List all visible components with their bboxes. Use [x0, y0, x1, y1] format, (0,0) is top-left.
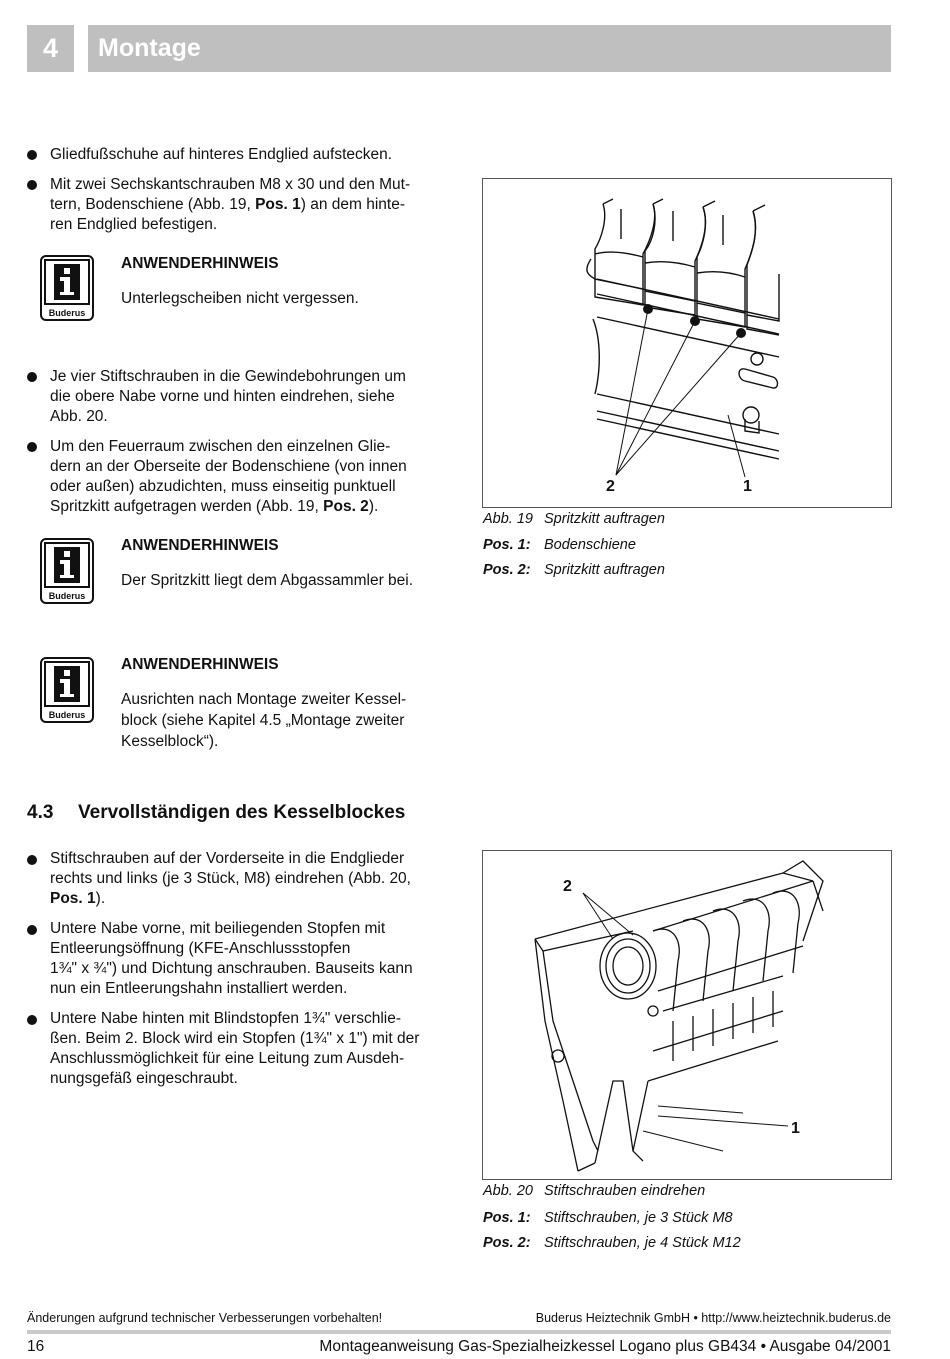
info-icon — [40, 657, 94, 723]
bullet-dot — [27, 855, 37, 865]
text-line — [50, 195, 440, 215]
text-line: Je vier Stiftschrauben in die Gewindebohrungen um — [50, 368, 406, 385]
fig20-caption — [483, 1183, 705, 1199]
text-span: tern, Bodenschiene (Abb. 19, — [50, 196, 256, 213]
figure-20-drawing — [483, 851, 891, 1179]
caption-key: Pos. 2: — [483, 1235, 531, 1251]
text-span: Spritzkitt aufgetragen werden (Abb. 19, — [50, 498, 324, 515]
text-line: 1¾" x ¾") und Dichtung anschrauben. Bauseits kann — [50, 960, 413, 977]
caption-key: Pos. 1: — [483, 537, 531, 553]
text-line: dern an der Oberseite der Bodenschiene (von innen — [50, 458, 407, 475]
text-line: Untere Nabe hinten mit Blindstopfen 1¾" verschlie- — [50, 1010, 401, 1027]
bullet-text-multiline — [50, 367, 440, 427]
section-title: Vervollständigen des Kesselblockes — [78, 802, 406, 823]
text-line: Mit zwei Sechskantschrauben M8 x 30 und den Mut- — [50, 176, 411, 193]
chapter-title: Montage — [88, 25, 891, 72]
note-title: ANWENDERHINWEIS — [121, 537, 279, 554]
icon-brand-label: Buderus — [48, 710, 86, 720]
text-line — [50, 497, 440, 517]
caption-text: Spritzkitt auftragen — [544, 511, 665, 527]
note-text: Der Spritzkitt liegt dem Abgassammler bei. — [121, 572, 414, 589]
text-line: nun ein Entleerungshahn installiert werden. — [50, 980, 348, 997]
text-line: Ausrichten nach Montage zweiter Kessel- — [121, 691, 407, 708]
bullet-text: Gliedfußschuhe auf hinteres Endglied aufstecken. — [50, 146, 393, 163]
chapter-number: 4 — [27, 25, 74, 72]
text-line — [50, 889, 440, 909]
fig19-pos1 — [483, 537, 636, 553]
fig19-label-2: 2 — [606, 478, 615, 495]
caption-key: Pos. 1: — [483, 1210, 531, 1226]
text-line: Stiftschrauben auf der Vorderseite in die Endglieder — [50, 850, 405, 867]
document-title: Montageanweisung Gas-Spezialheizkessel Logano plus GB434 • Ausgabe 04/2001 — [319, 1338, 891, 1355]
footer-rule — [27, 1330, 891, 1334]
text-line: nungsgefäß eingeschraubt. — [50, 1070, 238, 1087]
caption-text: Spritzkitt auftragen — [544, 562, 665, 578]
fig20-pos1 — [483, 1210, 733, 1226]
text-span: ). — [95, 890, 106, 907]
text-line: Anschlussmöglichkeit für eine Leitung zum Ausdeh- — [50, 1050, 405, 1067]
icon-brand-label: Buderus — [48, 591, 86, 601]
caption-key: Abb. 20 — [483, 1183, 533, 1199]
text-line: oder außen) abzudichten, muss einseitig punktuell — [50, 478, 396, 495]
text-span: ) an dem hinte- — [300, 196, 406, 213]
figure-19 — [482, 178, 892, 508]
caption-text: Stiftschrauben, je 4 Stück M12 — [544, 1235, 741, 1251]
bullet-text-multiline — [50, 919, 440, 999]
figure-19-drawing — [483, 179, 891, 507]
text-line: block (siehe Kapitel 4.5 „Montage zweiter — [121, 712, 405, 729]
bullet-text-multiline — [50, 175, 440, 235]
bullet-text-multiline — [50, 1009, 440, 1089]
fig20-pos2 — [483, 1235, 741, 1251]
bullet-dot — [27, 925, 37, 935]
info-icon — [40, 538, 94, 604]
text-span: ). — [368, 498, 379, 515]
text-line: Entleerungsöffnung (KFE-Anschlussstopfen — [50, 940, 351, 957]
info-icon — [40, 255, 94, 321]
text-line: rechts und links (je 3 Stück, M8) eindrehen (Abb. 20, — [50, 870, 411, 887]
text-line: Untere Nabe vorne, mit beiliegenden Stopfen mit — [50, 920, 386, 937]
fig19-pos2 — [483, 562, 665, 578]
pos-reference: Pos. 1 — [50, 890, 96, 907]
fig19-caption — [483, 511, 665, 527]
caption-text: Stiftschrauben eindrehen — [544, 1183, 706, 1199]
icon-brand-label: Buderus — [48, 308, 86, 318]
bullet-dot — [27, 150, 37, 160]
note-text-multiline — [121, 689, 441, 752]
bullet-text-multiline — [50, 437, 440, 517]
text-line: Kesselblock“). — [121, 733, 219, 750]
text-line: Abb. 20. — [50, 408, 108, 425]
caption-key: Pos. 2: — [483, 562, 531, 578]
text-line: ren Endglied befestigen. — [50, 216, 218, 233]
caption-text: Bodenschiene — [544, 537, 636, 553]
text-line: die obere Nabe vorne und hinten eindrehen, siehe — [50, 388, 395, 405]
pos-reference: Pos. 2 — [323, 498, 369, 515]
page-number: 16 — [27, 1338, 45, 1355]
note-title: ANWENDERHINWEIS — [121, 255, 279, 272]
footer-note-left: Änderungen aufgrund technischer Verbesserungen vorbehalten! — [27, 1311, 383, 1325]
fig20-label-2: 2 — [563, 878, 572, 895]
bullet-text-multiline — [50, 849, 440, 909]
fig19-label-1: 1 — [743, 478, 752, 495]
footer-note-right: Buderus Heiztechnik GmbH • http://www.heiztechnik.buderus.de — [535, 1311, 891, 1325]
note-title: ANWENDERHINWEIS — [121, 656, 279, 673]
text-line: ßen. Beim 2. Block wird ein Stopfen (1¾" x 1") mit der — [50, 1030, 420, 1047]
note-text: Unterlegscheiben nicht vergessen. — [121, 290, 359, 307]
caption-key: Abb. 19 — [483, 511, 533, 527]
section-number: 4.3 — [27, 802, 54, 823]
bullet-dot — [27, 180, 37, 190]
section-heading — [27, 802, 405, 824]
bullet-dot — [27, 1015, 37, 1025]
text-line: Um den Feuerraum zwischen den einzelnen Glie- — [50, 438, 391, 455]
bullet-dot — [27, 442, 37, 452]
caption-text: Stiftschrauben, je 3 Stück M8 — [544, 1210, 733, 1226]
bullet-dot — [27, 372, 37, 382]
figure-20 — [482, 850, 892, 1180]
fig20-label-1: 1 — [791, 1120, 800, 1137]
pos-reference: Pos. 1 — [255, 196, 301, 213]
